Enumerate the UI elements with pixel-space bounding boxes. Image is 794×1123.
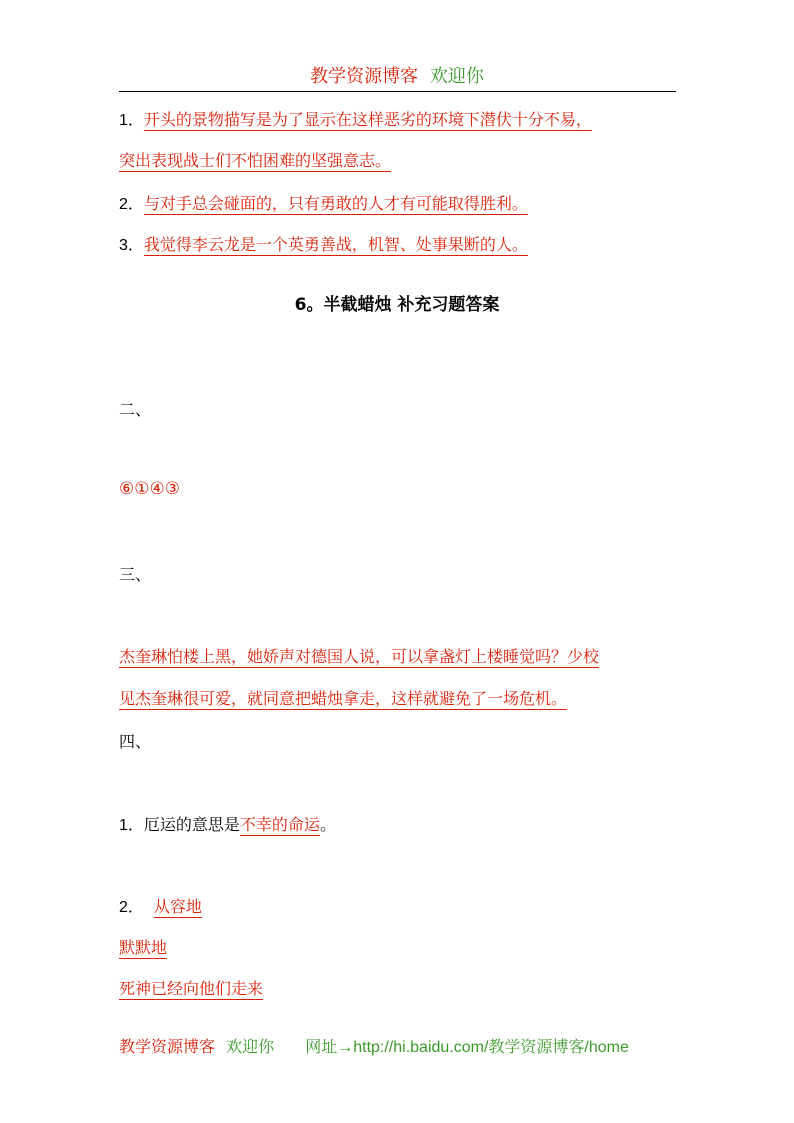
answer-1-line-2: 突出表现战士们不怕困难的坚强意志。 [119, 151, 392, 170]
footer-url-link[interactable]: 网址→http://hi.baidu.com/教学资源博客/home [305, 1039, 629, 1056]
part-2-answer: ⑥①④③ [119, 479, 180, 499]
answer-1-line-1: 1．开头的景物描写是为了显示在这样恶劣的环境下潜伏十分不易， [119, 110, 592, 129]
part-4-answer-2c: 死神已经向他们走来 [119, 979, 264, 998]
part-4-question-2: 2． 从容地 [119, 897, 202, 916]
header-rule [119, 91, 676, 92]
part-4-label: 四、 [119, 732, 152, 751]
part-3-answer-line-2: 见杰奎琳很可爱，就同意把蜡烛拿走，这样就避免了一场危机。 [119, 689, 568, 708]
footer-site-name: 教学资源博客 [119, 1037, 216, 1056]
page-header [0, 62, 794, 88]
header-site-name: 教学资源博客 [310, 66, 419, 87]
part-2-label: 二、 [119, 400, 152, 419]
part-3-answer-line-1: 杰奎琳怕楼上黑，她娇声对德国人说，可以拿盏灯上楼睡觉吗？少校 [119, 647, 600, 666]
footer-welcome: 欢迎你 [226, 1037, 275, 1056]
page-footer [119, 1034, 629, 1057]
part-4-answer-2b: 默默地 [119, 938, 168, 957]
answer-2: 2．与对手总会碰面的，只有勇敢的人才有可能取得胜利。 [119, 194, 528, 213]
section-title: 6。半截蜡烛 补充习题答案 [294, 295, 500, 315]
part-4-question-1: 1．厄运的意思是不幸的命运。 [119, 815, 336, 834]
header-welcome: 欢迎你 [429, 66, 484, 87]
part-3-label: 三、 [119, 565, 152, 584]
answer-3: 3．我觉得李云龙是一个英勇善战，机智、处事果断的人。 [119, 235, 528, 254]
